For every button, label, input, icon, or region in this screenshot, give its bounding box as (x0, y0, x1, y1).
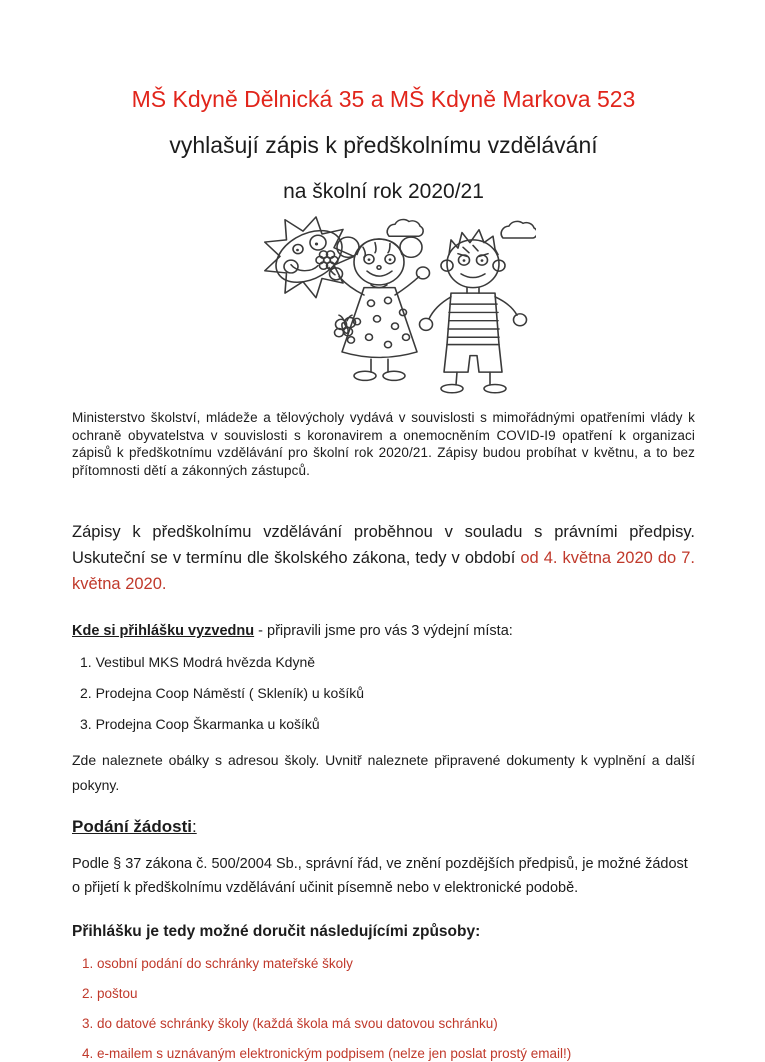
delivery-methods-list (72, 955, 695, 1062)
document-title-enrollment: vyhlašují zápis k předškolnímu vzdělávání (169, 132, 598, 158)
submission-heading-text: Podání žádosti (72, 817, 192, 837)
pickup-section-heading (72, 622, 695, 641)
list-item: 4. e-mailem s uznávaným elektronickým podpisem (nelze jen poslat prostý email!) (82, 1046, 572, 1062)
children-illustration (72, 216, 695, 401)
list-item: 3. do datové schránky školy (každá škola má svou datovou schránku) (82, 1016, 498, 1032)
document-title-school-year: na školní rok 2020/21 (283, 180, 484, 203)
delivery-methods-heading: Přihlášku je tedy možné doručit následujícími způsoby: (72, 923, 481, 941)
dates-paragraph-red: od 4. května 2020 do 7. května 2020. (72, 549, 696, 594)
dates-paragraph-black: Zápisy k předškolnímu vzdělávání proběhnou v souladu s právními předpisy. Uskuteční se v termínu dle školského zákona, tedy v období (72, 523, 695, 568)
legal-paragraph: Podle § 37 zákona č. 500/2004 Sb., správní řád, ve znění pozdějších předpisů, je možné žádost o přijetí k předškolnímu vzdělávání učinit písemně nebo v elektronické podobě. (72, 856, 688, 897)
list-item: 2. Prodejna Coop Náměstí ( Skleník) u košíků (80, 685, 365, 702)
submission-section-heading (72, 816, 695, 838)
pickup-heading-rest: - připravili jsme pro vás 3 výdejní místa: (254, 623, 513, 640)
list-item: 1. Vestibul MKS Modrá hvězda Kdyně (80, 654, 316, 671)
intro-paragraph: Ministerstvo školství, mládeže a tělovýcholy vydává v souvislosti s mimořádnými opatřeními vlády k ochraně obyvatelstva v souvislosti s koronavirem a onemocněním COVID-I9 opatření k organizaci zápisů k předškotnímu vzdělávání pro školní rok 2020/21. Zápisy budou probíhat v květnu, a to bez přítomnosti dětí a zákonných zástupců. (72, 410, 695, 478)
butterfly-icon (335, 315, 356, 337)
list-item: 1. osobní podání do schránky mateřské školy (82, 956, 353, 972)
flower-icon (316, 251, 338, 269)
list-item: 2. poštou (82, 986, 138, 1002)
sun-icon (265, 217, 354, 298)
girl-drawing (316, 237, 430, 380)
envelopes-note-paragraph: Zde naleznete obálky s adresou školy. Uvnitř naleznete připravené dokumenty k vyplnění a další pokyny. (72, 752, 695, 794)
submission-heading-colon: : (191, 817, 197, 837)
document-title-schools: MŠ Kdyně Dělnická 35 a MŠ Kdyně Markova 523 (131, 86, 636, 112)
pickup-heading-bold: Kde si přihlášku vyzvednu (72, 623, 255, 640)
boy-drawing (420, 230, 527, 393)
list-item: 3. Prodejna Coop Škarmanka u košíků (80, 716, 320, 733)
dates-paragraph (72, 519, 695, 597)
pickup-locations-list (72, 653, 695, 734)
